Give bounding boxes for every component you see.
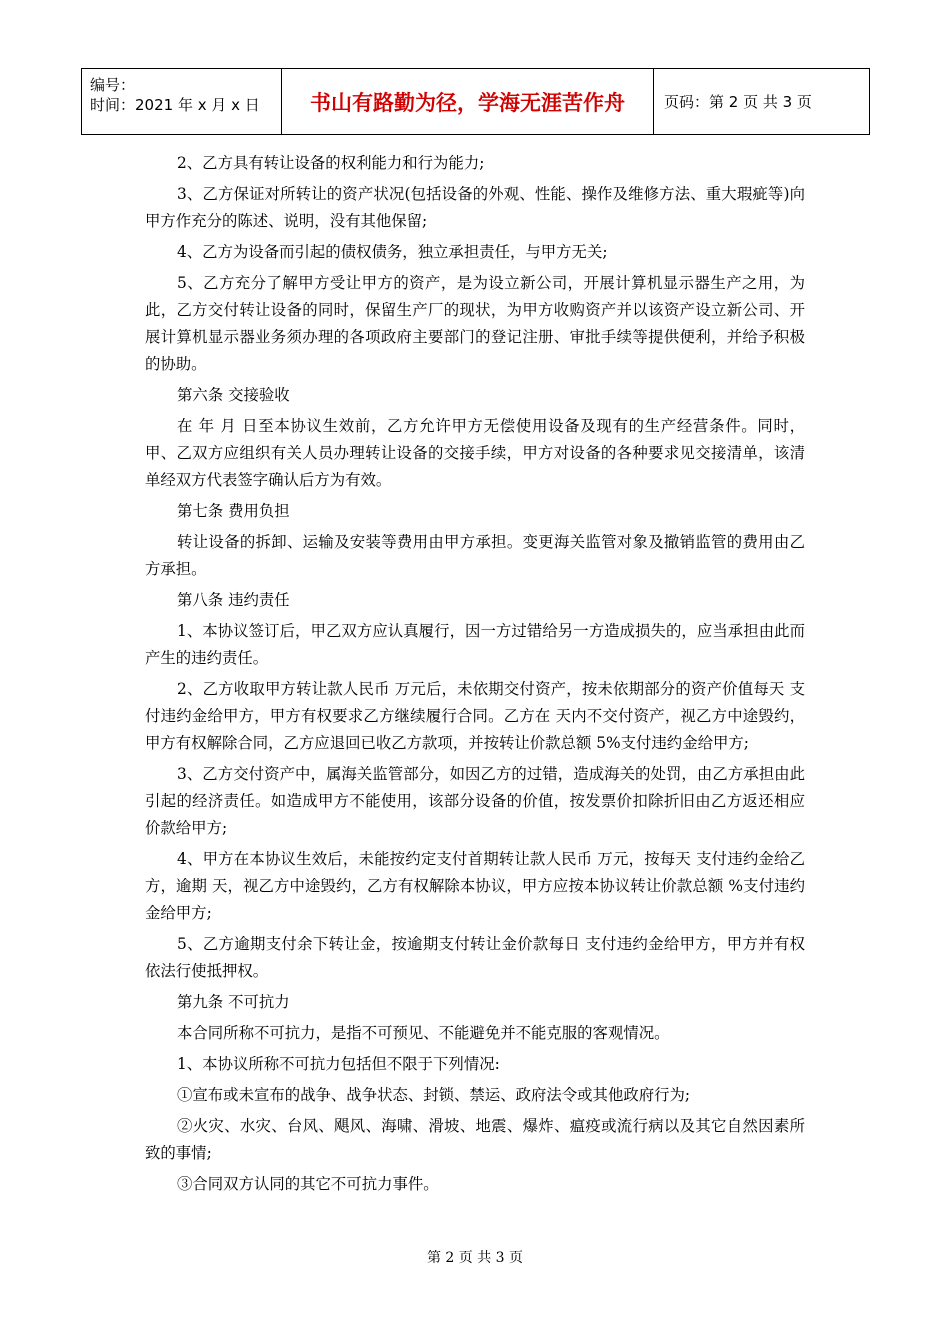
paragraph: 5、乙方逾期支付余下转让金，按逾期支付转让金价款每日 支付违约金给甲方，甲方并有权依法行使抵押权。	[145, 935, 805, 980]
paragraph: 2、乙方具有转让设备的权利能力和行为能力;	[177, 154, 485, 172]
page-footer: 第 2 页 共 3 页	[426, 1250, 524, 1266]
header-page-indicator: 页码：第 2 页 共 3 页	[664, 93, 812, 111]
paragraph: 本合同所称不可抗力，是指不可预见、不能避免并不能克服的客观情况。	[177, 1024, 670, 1042]
paragraph: 1、本协议所称不可抗力包括但不限于下列情况:	[177, 1055, 500, 1073]
list-item: ①宣布或未宣布的战争、战争状态、封锁、禁运、政府法令或其他政府行为;	[177, 1086, 691, 1104]
paragraph: 3、乙方交付资产中，属海关监管部分，如因乙方的过错，造成海关的处罚，由乙方承担由此引起的经济责任。如造成甲方不能使用，该部分设备的价值，按发票价扣除折旧由乙方返还相应价款给甲方;	[145, 765, 805, 837]
list-item: ③合同双方认同的其它不可抗力事件。	[177, 1175, 439, 1193]
paragraph: 4、乙方为设备而引起的债权债务，独立承担责任，与甲方无关;	[177, 243, 608, 261]
section-heading: 第六条 交接验收	[177, 386, 290, 404]
section-heading: 第七条 费用负担	[177, 502, 290, 520]
paragraph: 转让设备的拆卸、运输及安装等费用由甲方承担。变更海关监管对象及撤销监管的费用由乙方承担。	[145, 533, 805, 578]
section-heading: 第九条 不可抗力	[177, 993, 290, 1011]
paragraph: 在 年 月 日至本协议生效前，乙方允许甲方无偿使用设备及现有的生产经营条件。同时，甲、乙双方应组织有关人员办理转让设备的交接手续，甲方对设备的各种要求见交接清单，该清单经双方代表签字确认后方为有效。	[145, 417, 805, 489]
paragraph: 3、乙方保证对所转让的资产状况(包括设备的外观、性能、操作及维修方法、重大瑕疵等)向甲方作充分的陈述、说明，没有其他保留;	[145, 185, 805, 230]
header-motto: 书山有路勤为径，学海无涯苦作舟	[282, 69, 654, 134]
document-number-label: 编号：	[90, 76, 136, 94]
paragraph: 1、本协议签订后，甲乙双方应认真履行，因一方过错给另一方造成损失的，应当承担由此而产生的违约责任。	[145, 622, 805, 667]
document-date-label: 时间：2021 年 x 月 x 日	[90, 96, 260, 114]
header-meta	[82, 69, 282, 134]
paragraph: 2、乙方收取甲方转让款人民币 万元后，未依期交付资产，按未依期部分的资产价值每天 支付违约金给甲方，甲方有权要求乙方继续履行合同。乙方在 天内不交付资产，视乙方中途毁约，甲方有权解除合同，乙方应退回已收乙方款项，并按转让价款总额 5%支付违约金给甲方;	[145, 680, 805, 752]
paragraph: 5、乙方充分了解甲方受让甲方的资产，是为设立新公司，开展计算机显示器生产之用，为此，乙方交付转让设备的同时，保留生产厂的现状，为甲方收购资产并以该资产设立新公司、开展计算机显示器业务须办理的各项政府主要部门的登记注册、审批手续等提供便利，并给予积极的协助。	[145, 274, 805, 373]
section-heading: 第八条 违约责任	[177, 591, 290, 609]
document-header	[81, 68, 870, 135]
paragraph: 4、甲方在本协议生效后，未能按约定支付首期转让款人民币 万元，按每天 支付违约金给乙方，逾期 天，视乙方中途毁约，乙方有权解除本协议，甲方应按本协议转让价款总额 %支付违约金给甲方;	[145, 850, 805, 922]
document-body	[145, 150, 805, 1198]
list-item: ②火灾、水灾、台风、飓风、海啸、滑坡、地震、爆炸、瘟疫或流行病以及其它自然因素所致的事情;	[145, 1117, 805, 1162]
